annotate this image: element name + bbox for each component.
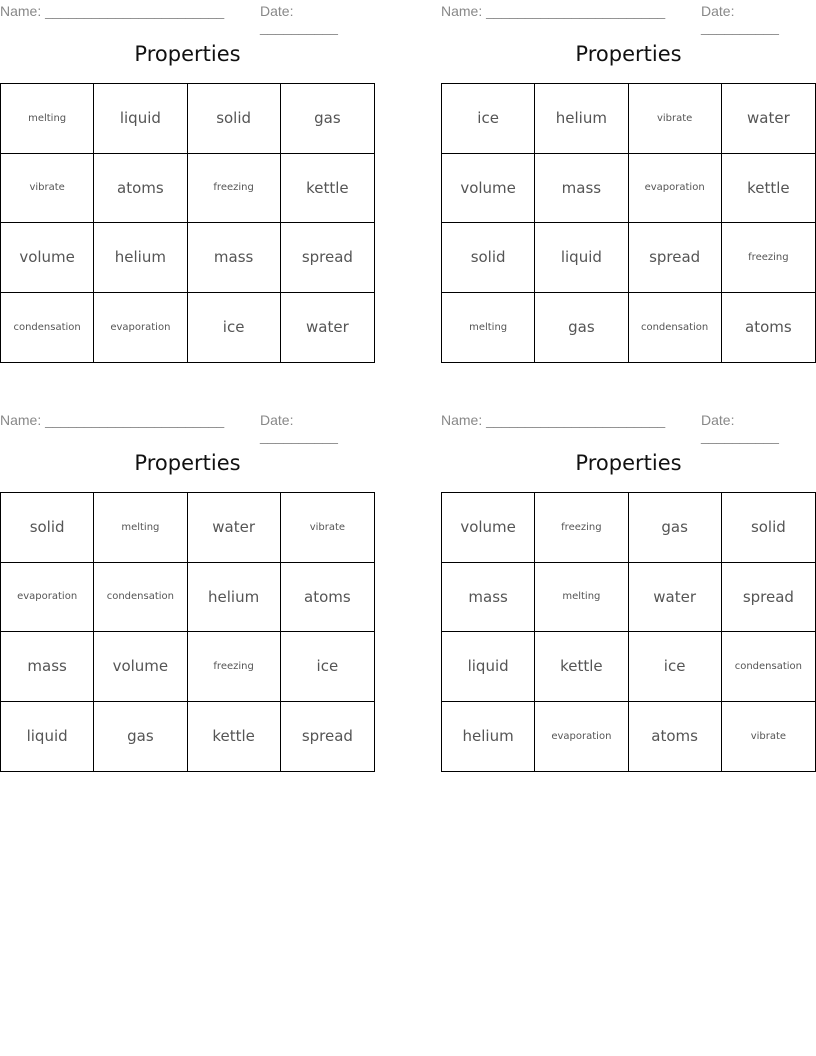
bingo-cell: spread — [301, 727, 353, 746]
bingo-cell: helium — [535, 84, 628, 154]
bingo-cell: evaporation — [94, 293, 187, 363]
date-field-label: Date: __________ — [701, 412, 779, 444]
bingo-cell: spread — [629, 223, 722, 293]
bingo-cell: mass — [1, 632, 94, 702]
bingo-cell: gas — [535, 293, 628, 363]
bingo-cell: melting — [442, 293, 535, 363]
bingo-grid — [0, 83, 375, 363]
card-header — [0, 3, 375, 35]
bingo-cell: melting — [535, 563, 628, 633]
name-field-label: Name: _______________________ — [0, 3, 225, 19]
bingo-cell: evaporation — [629, 154, 722, 224]
bingo-cell: volume — [94, 632, 187, 702]
bingo-cell: volume — [1, 223, 94, 293]
bingo-cell: gas — [629, 493, 722, 563]
bingo-cell: melting — [1, 84, 94, 154]
bingo-cell: helium — [94, 223, 187, 293]
card-header — [0, 412, 375, 444]
bingo-cell: condensation — [629, 293, 722, 363]
card-title: Properties — [134, 451, 241, 475]
bingo-cell: freezing — [535, 493, 628, 563]
bingo-cell: kettle — [188, 702, 281, 772]
bingo-cell: atoms — [281, 563, 374, 633]
bingo-cell: solid — [188, 84, 281, 154]
bingo-cell: ice — [281, 632, 374, 702]
bingo-cell: melting — [94, 493, 187, 563]
bingo-cell: atoms — [629, 702, 722, 772]
bingo-cell: liquid — [535, 223, 628, 293]
bingo-cell: mass — [442, 563, 535, 633]
bingo-cell: solid — [722, 493, 815, 563]
bingo-cell: evaporation — [1, 563, 94, 633]
bingo-cell: gas — [281, 84, 374, 154]
bingo-cell: kettle — [535, 632, 628, 702]
bingo-cell: ice — [188, 293, 281, 363]
bingo-cell: vibrate — [281, 493, 374, 563]
bingo-grid — [0, 492, 375, 772]
bingo-cell: spread — [722, 563, 815, 633]
bingo-cell: freezing — [722, 223, 815, 293]
bingo-cell: liquid — [1, 702, 94, 772]
bingo-cell: mass — [535, 154, 628, 224]
date-field-label: Date: __________ — [260, 3, 338, 35]
bingo-cell: vibrate — [629, 84, 722, 154]
date-field-label: Date: __________ — [260, 412, 338, 444]
name-field-label: Name: _______________________ — [441, 412, 666, 428]
bingo-cell: kettle — [281, 154, 374, 224]
bingo-cell: condensation — [1, 293, 94, 363]
bingo-grid — [441, 83, 816, 363]
bingo-cell: atoms — [745, 318, 792, 337]
card-header — [441, 412, 816, 444]
bingo-cell: liquid — [94, 84, 187, 154]
bingo-cell: helium — [442, 702, 535, 772]
name-field-label: Name: _______________________ — [0, 412, 225, 428]
bingo-cell: freezing — [188, 632, 281, 702]
bingo-cell: water — [722, 84, 815, 154]
card-title: Properties — [575, 42, 682, 66]
bingo-cell: gas — [94, 702, 187, 772]
bingo-cell: water — [629, 563, 722, 633]
card-title: Properties — [575, 451, 682, 475]
bingo-cell: solid — [442, 223, 535, 293]
name-field-label: Name: _______________________ — [441, 3, 666, 19]
bingo-cell: volume — [442, 154, 535, 224]
bingo-cell: ice — [629, 632, 722, 702]
bingo-cell: vibrate — [750, 730, 787, 742]
bingo-cell: helium — [188, 563, 281, 633]
bingo-cell: volume — [442, 493, 535, 563]
bingo-cell: evaporation — [535, 702, 628, 772]
bingo-cell: ice — [442, 84, 535, 154]
card-header — [441, 3, 816, 35]
bingo-grid — [441, 492, 816, 772]
bingo-cell: kettle — [722, 154, 815, 224]
bingo-cell: water — [306, 318, 349, 337]
bingo-cell: vibrate — [1, 154, 94, 224]
bingo-cell: condensation — [722, 632, 815, 702]
card-title: Properties — [134, 42, 241, 66]
bingo-cell: spread — [281, 223, 374, 293]
bingo-cell: liquid — [442, 632, 535, 702]
bingo-cell: atoms — [94, 154, 187, 224]
bingo-cell: condensation — [94, 563, 187, 633]
bingo-cell: solid — [1, 493, 94, 563]
date-field-label: Date: __________ — [701, 3, 779, 35]
bingo-cell: mass — [188, 223, 281, 293]
bingo-cell: freezing — [188, 154, 281, 224]
bingo-cell: water — [188, 493, 281, 563]
